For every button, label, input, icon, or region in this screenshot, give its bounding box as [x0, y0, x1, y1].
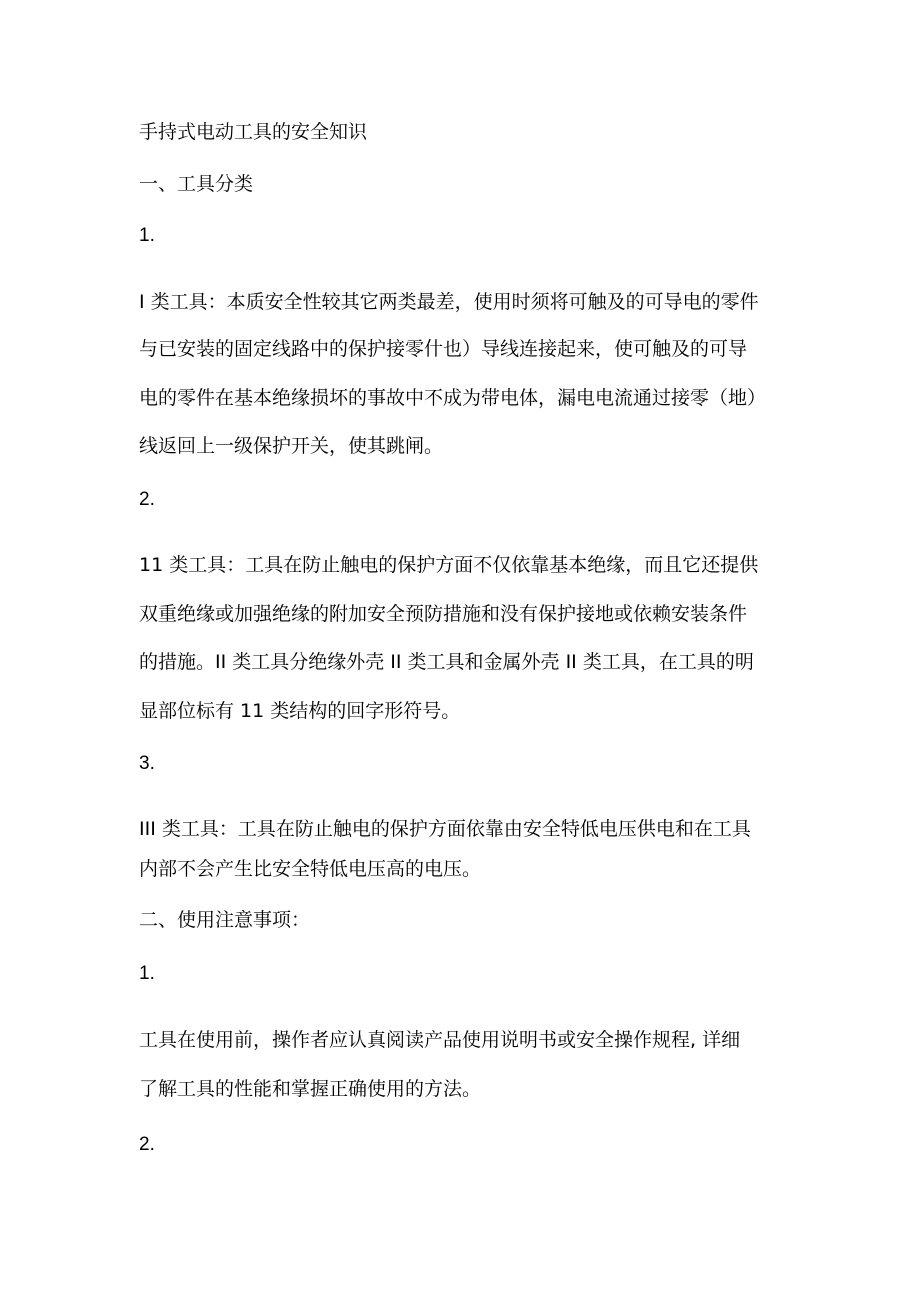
item-1-text-line: I 类工具：本质安全性较其它两类最差，使用时须将可触及的可导电的零件 — [139, 291, 759, 313]
item-1-text-line: 电的零件在基本绝缘损坏的事故中不成为带电体，漏电电流通过接零（地） — [139, 387, 767, 409]
usage-item-1-text-line: 工具在使用前，操作者应认真阅读产品使用说明书或安全操作规程, 详细 — [139, 1029, 741, 1051]
usage-item-1-number: 1. — [139, 963, 155, 984]
item-3-number: 3. — [139, 753, 155, 774]
item-2-text-line: 显部位标有 11 类结构的回字形符号。 — [139, 700, 461, 722]
item-1-text-line: 线返回上一级保护开关，使其跳闸。 — [139, 435, 444, 457]
item-1-number: 1. — [139, 225, 155, 246]
item-2-text-line: 11 类工具：工具在防止触电的保护方面不仅依靠基本绝缘，而且它还提供 — [139, 554, 759, 576]
item-1-text-line: 与已安装的固定线路中的保护接零什也）导线连接起来，使可触及的可导 — [139, 338, 748, 360]
item-3-text-line: III 类工具：工具在防止触电的保护方面依靠由安全特低电压供电和在工具 — [139, 818, 751, 840]
document-title: 手持式电动工具的安全知识 — [139, 121, 368, 143]
item-2-number: 2. — [139, 489, 155, 510]
section-2-heading: 二、使用注意事项： — [139, 909, 311, 931]
usage-item-2-number: 2. — [139, 1134, 155, 1155]
item-3-text-line: 内部不会产生比安全特低电压高的电压。 — [139, 858, 482, 880]
item-2-text-line: 的措施。II 类工具分绝缘外壳 II 类工具和金属外壳 II 类工具，在工具的明 — [139, 651, 754, 673]
section-1-heading: 一、工具分类 — [139, 173, 254, 195]
usage-item-1-text-line: 了解工具的性能和掌握正确使用的方法。 — [139, 1078, 482, 1100]
item-2-text-line: 双重绝缘或加强绝缘的附加安全预防措施和没有保护接地或依赖安装条件 — [139, 603, 748, 625]
